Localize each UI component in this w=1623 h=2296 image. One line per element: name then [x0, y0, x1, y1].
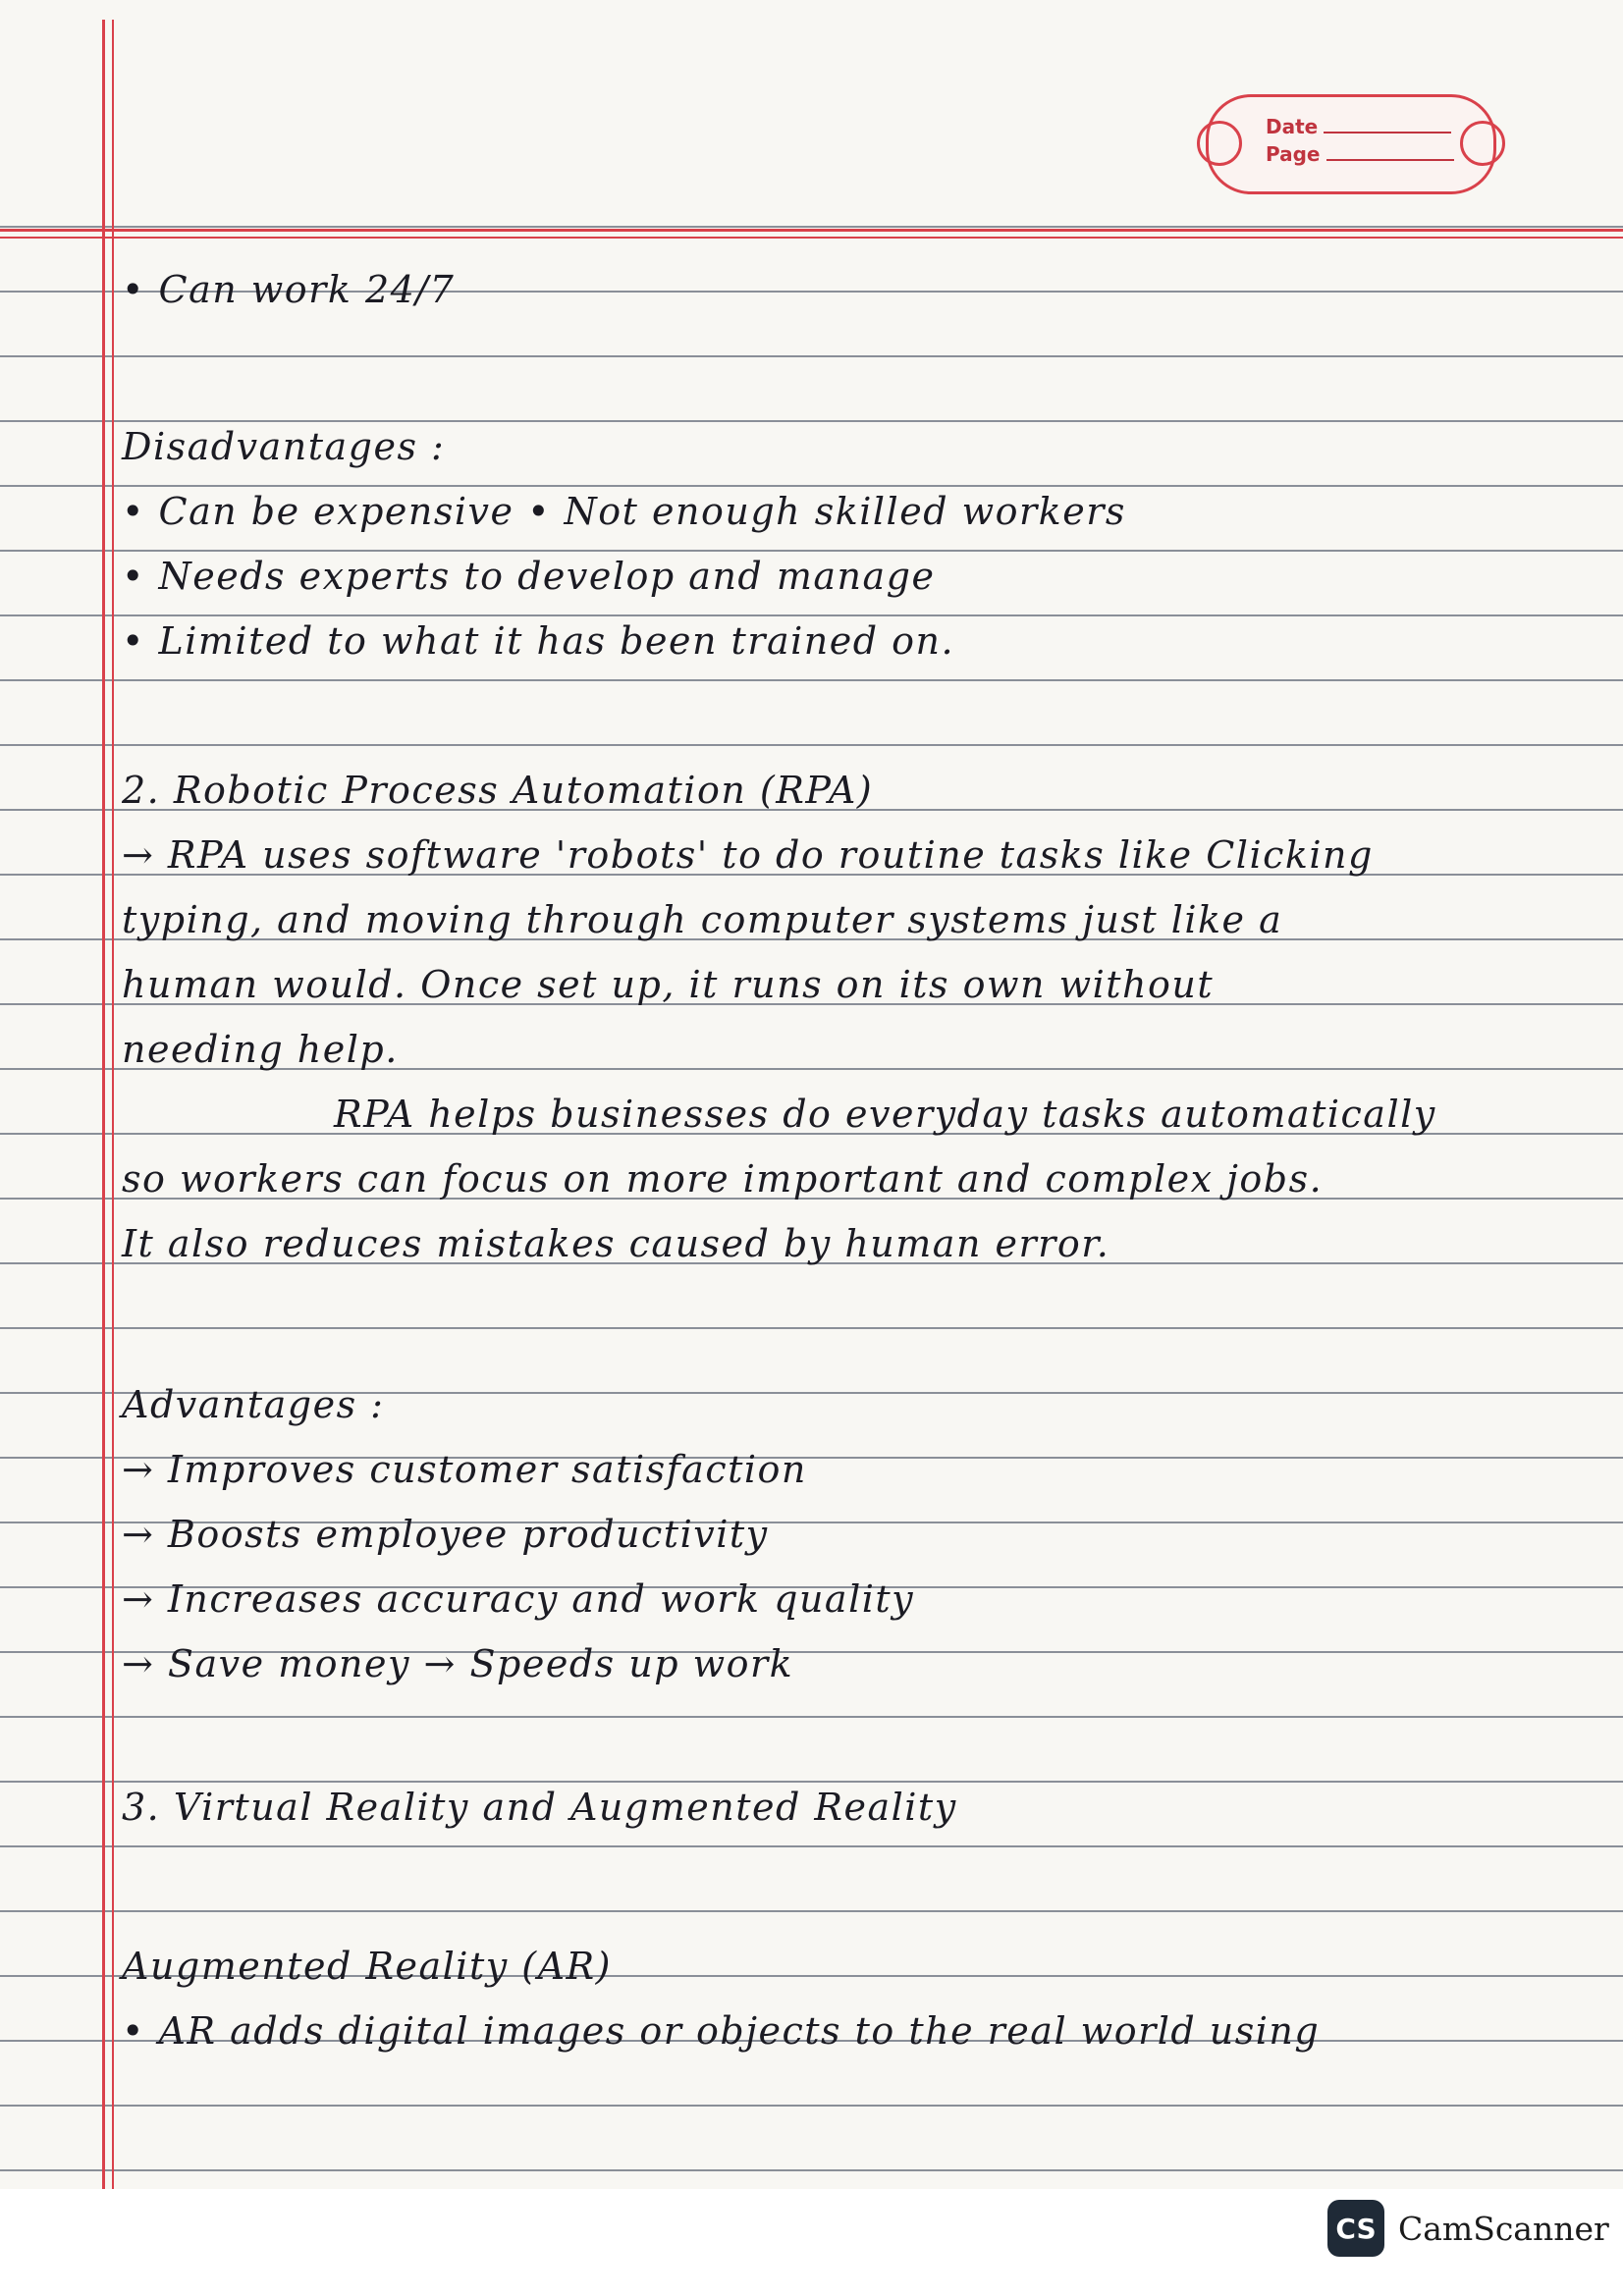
scroll-curl-right-icon	[1460, 121, 1505, 166]
note-line: needing help.	[122, 1028, 399, 1071]
note-line: • Needs experts to develop and manage	[122, 555, 936, 598]
note-line: → Increases accuracy and work quality	[122, 1577, 915, 1621]
section-heading: 3. Virtual Reality and Augmented Reality	[122, 1786, 957, 1829]
note-line: • Can work 24/7	[122, 268, 456, 311]
note-line: typing, and moving through computer systems just like a	[122, 898, 1283, 941]
note-line: so workers can focus on more important and complex jobs.	[122, 1157, 1324, 1201]
note-line: → Boosts employee productivity	[122, 1513, 769, 1556]
section-heading: Disadvantages :	[122, 425, 446, 468]
date-page-box	[1206, 94, 1496, 194]
note-line: • Can be expensive • Not enough skilled workers	[122, 490, 1126, 533]
header-rule-secondary	[0, 237, 1623, 239]
scroll-curl-left-icon	[1197, 121, 1242, 166]
section-heading: 2. Robotic Process Automation (RPA)	[122, 769, 874, 812]
page-field	[1326, 143, 1454, 161]
note-line: RPA helps businesses do everyday tasks automatically	[334, 1093, 1436, 1136]
note-line: → Improves customer satisfaction	[122, 1448, 807, 1491]
note-line: • AR adds digital images or objects to the real world using	[122, 2009, 1321, 2053]
section-heading: Augmented Reality (AR)	[122, 1945, 612, 1988]
camscanner-name: CamScanner	[1398, 2209, 1609, 2248]
header-rule	[0, 229, 1623, 232]
section-heading: Advantages :	[122, 1383, 385, 1426]
note-line: human would. Once set up, it runs on its own without	[122, 963, 1215, 1006]
note-line: → RPA uses software 'robots' to do routine tasks like Clicking	[122, 833, 1374, 877]
note-line: → Save money → Speeds up work	[122, 1642, 794, 1685]
margin-line	[102, 20, 105, 2189]
note-line: It also reduces mistakes caused by human error.	[122, 1222, 1110, 1265]
note-line: • Limited to what it has been trained on.	[122, 619, 955, 663]
date-label: Date	[1266, 115, 1319, 138]
margin-line-secondary	[112, 20, 114, 2189]
camscanner-logo-icon: CS	[1327, 2200, 1384, 2257]
page-label: Page	[1266, 142, 1321, 166]
camscanner-watermark	[1327, 2197, 1609, 2260]
date-field	[1324, 116, 1451, 133]
